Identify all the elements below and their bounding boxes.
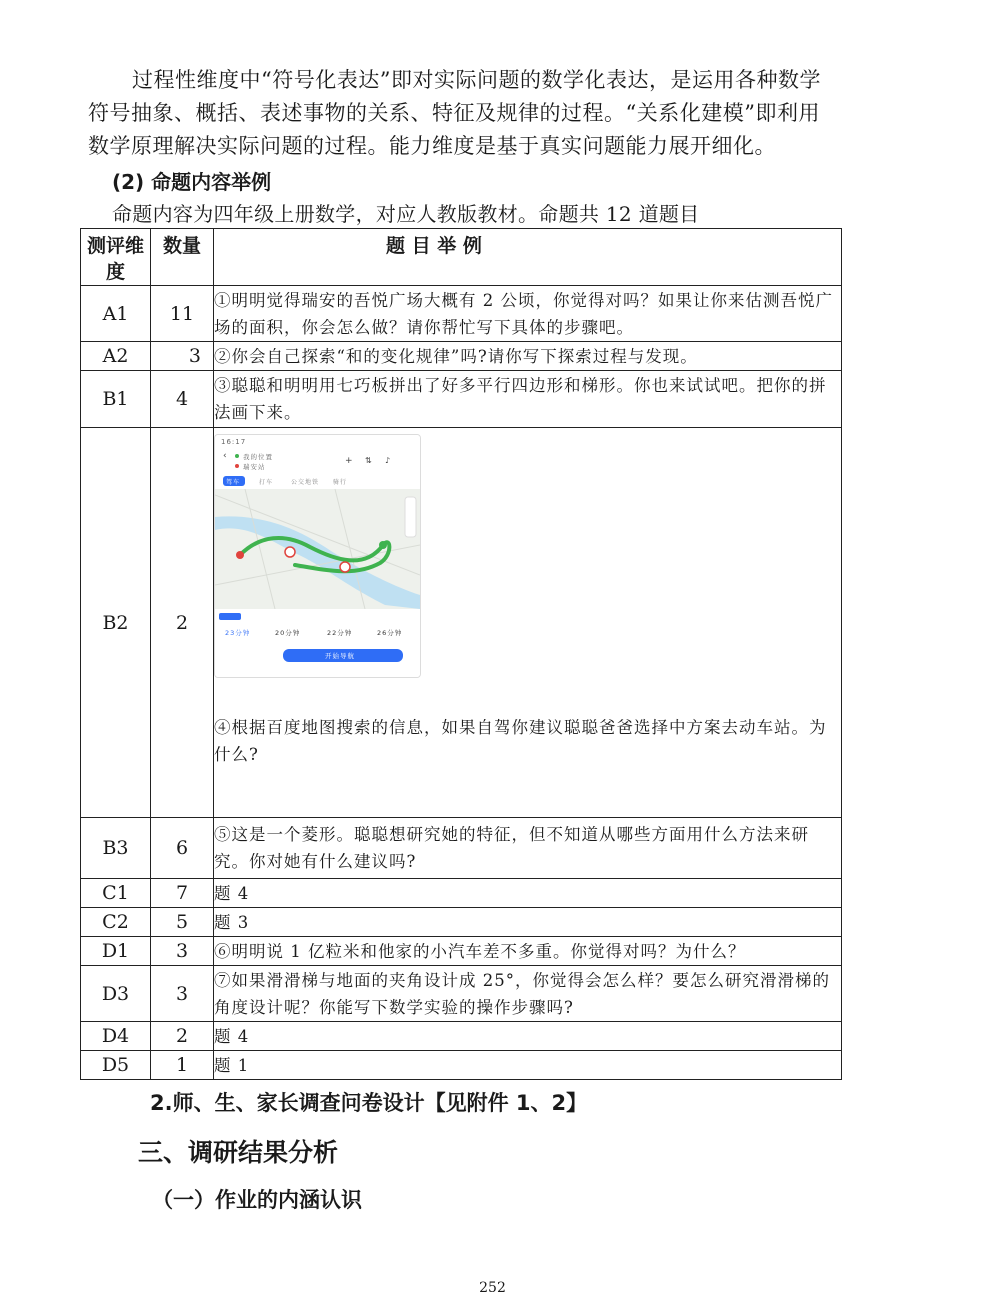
page-number: 252 [479, 1280, 506, 1296]
table-row [81, 1051, 842, 1080]
example-cell [214, 428, 842, 818]
count-cell: 2 [151, 1022, 214, 1051]
table-header-row [81, 229, 842, 286]
subheading: (2) 命题内容举例 [112, 170, 272, 194]
route-time-2[interactable]: 20分钟 [275, 629, 301, 637]
table-row [81, 908, 842, 937]
tab-drive[interactable]: 驾车 [226, 479, 241, 486]
end-marker-icon [379, 541, 387, 549]
table-row [81, 879, 842, 908]
dimension-cell: D4 [81, 1022, 151, 1051]
example-cell: ⑤这是一个菱形。聪聪想研究她的特征，但不知道从哪些方面用什么方法来研究。你对她有什么建议吗? [214, 818, 842, 879]
intro-line: 命题内容为四年级上册数学，对应人教版教材。命题共 12 道题目 [112, 202, 700, 226]
example-cell: ①明明觉得瑞安的吾悦广场大概有 2 公顷，你觉得对吗？如果让你来估测吾悦广场的面积，你会怎么做？请你帮忙写下具体的步骤吧。 [214, 286, 842, 342]
count-cell: 1 [151, 1051, 214, 1080]
voice-icon[interactable]: ♪ [385, 456, 392, 465]
route-time-1[interactable]: 23分钟 [225, 629, 251, 637]
dimension-cell: D5 [81, 1051, 151, 1080]
example-cell: ②你会自己探索“和的变化规律”吗?请你写下探索过程与发现。 [214, 342, 842, 371]
paragraph-line: 过程性维度中“符号化表达”即对实际问题的数学化表达，是运用各种数学 [132, 68, 821, 92]
dimension-cell: B2 [81, 428, 151, 818]
destination-text[interactable]: 瑞安站 [243, 463, 266, 471]
map-app-screenshot [214, 434, 421, 678]
question-table [80, 228, 842, 1080]
dimension-cell: B3 [81, 818, 151, 879]
origin-dot-icon [235, 454, 239, 458]
example-cell: 题 4 [214, 1022, 842, 1051]
map-figure [215, 435, 420, 677]
paragraph-line: 数学原理解决实际问题的过程。能力维度是基于真实问题能力展开细化。 [88, 134, 776, 158]
table-row [81, 937, 842, 966]
waypoint-marker-icon [285, 547, 295, 557]
dimension-cell: C1 [81, 879, 151, 908]
header-example: 题 目 举 例 [214, 229, 842, 286]
waypoint-marker-icon [340, 562, 350, 572]
count-cell: 7 [151, 879, 214, 908]
dimension-cell: D1 [81, 937, 151, 966]
count-cell: 6 [151, 818, 214, 879]
swap-icon[interactable]: ⇅ [365, 456, 373, 465]
tab-bike[interactable]: 骑行 [333, 479, 348, 486]
example-cell: ⑥明明说 1 亿粒米和他家的小汽车差不多重。你觉得对吗？为什么？ [214, 937, 842, 966]
section-3-subheading: （一）作业的内涵认识 [152, 1188, 362, 1212]
tab-taxi[interactable]: 打车 [259, 479, 274, 486]
table-row [81, 371, 842, 428]
table-row [81, 286, 842, 342]
example-cell: 题 4 [214, 879, 842, 908]
example-cell: 题 3 [214, 908, 842, 937]
dimension-cell: D3 [81, 966, 151, 1022]
route-time-3[interactable]: 22分钟 [327, 629, 353, 637]
header-dimension: 测评维度 [81, 229, 151, 286]
destination-dot-icon [235, 464, 239, 468]
table-row [81, 428, 842, 818]
example-cell: 题 1 [214, 1051, 842, 1080]
count-cell: 2 [151, 428, 214, 818]
section-2-heading: 2.师、生、家长调查问卷设计【见附件 1、2】 [150, 1091, 588, 1115]
dimension-cell: A1 [81, 286, 151, 342]
dimension-cell: A2 [81, 342, 151, 371]
count-cell: 3 [151, 966, 214, 1022]
status-time: 16:17 [221, 438, 247, 446]
back-arrow-icon[interactable]: ‹ [223, 451, 228, 461]
start-marker-icon [236, 551, 244, 559]
dimension-cell: C2 [81, 908, 151, 937]
example-cell: ③聪聪和明明用七巧板拼出了好多平行四边形和梯形。你也来试试吧。把你的拼法画下来。 [214, 371, 842, 428]
count-cell: 3 [151, 937, 214, 966]
table-row [81, 342, 842, 371]
example-cell: ⑦如果滑滑梯与地面的夹角设计成 25°，你觉得会怎么样？要怎么研究滑滑梯的角度设计呢？你能写下数学实验的操作步骤吗? [214, 966, 842, 1022]
count-cell: 5 [151, 908, 214, 937]
table-row [81, 818, 842, 879]
body-paragraph [88, 64, 848, 163]
origin-text[interactable]: 我的位置 [243, 453, 273, 461]
route-options-panel [215, 609, 420, 677]
example-text: ④根据百度地图搜索的信息，如果自驾你建议聪聪爸爸选择中方案去动车站。为什么? [214, 718, 827, 764]
dimension-cell: B1 [81, 371, 151, 428]
map-tools-column[interactable] [405, 497, 416, 537]
section-3-heading: 三、调研结果分析 [138, 1138, 339, 1167]
add-stop-icon[interactable]: + [345, 456, 354, 466]
tab-transit[interactable]: 公交地铁 [291, 479, 320, 486]
count-cell: 3 [151, 342, 214, 371]
route-time-4[interactable]: 26分钟 [377, 629, 403, 637]
count-cell: 11 [151, 286, 214, 342]
header-count: 数量 [151, 229, 214, 286]
count-cell: 4 [151, 371, 214, 428]
paragraph-line: 符号抽象、概括、表述事物的关系、特征及规律的过程。“关系化建模”即利用 [88, 101, 820, 125]
start-navigation-label[interactable]: 开始导航 [325, 652, 355, 660]
recommend-badge [219, 613, 241, 620]
table-row [81, 966, 842, 1022]
table-row [81, 1022, 842, 1051]
